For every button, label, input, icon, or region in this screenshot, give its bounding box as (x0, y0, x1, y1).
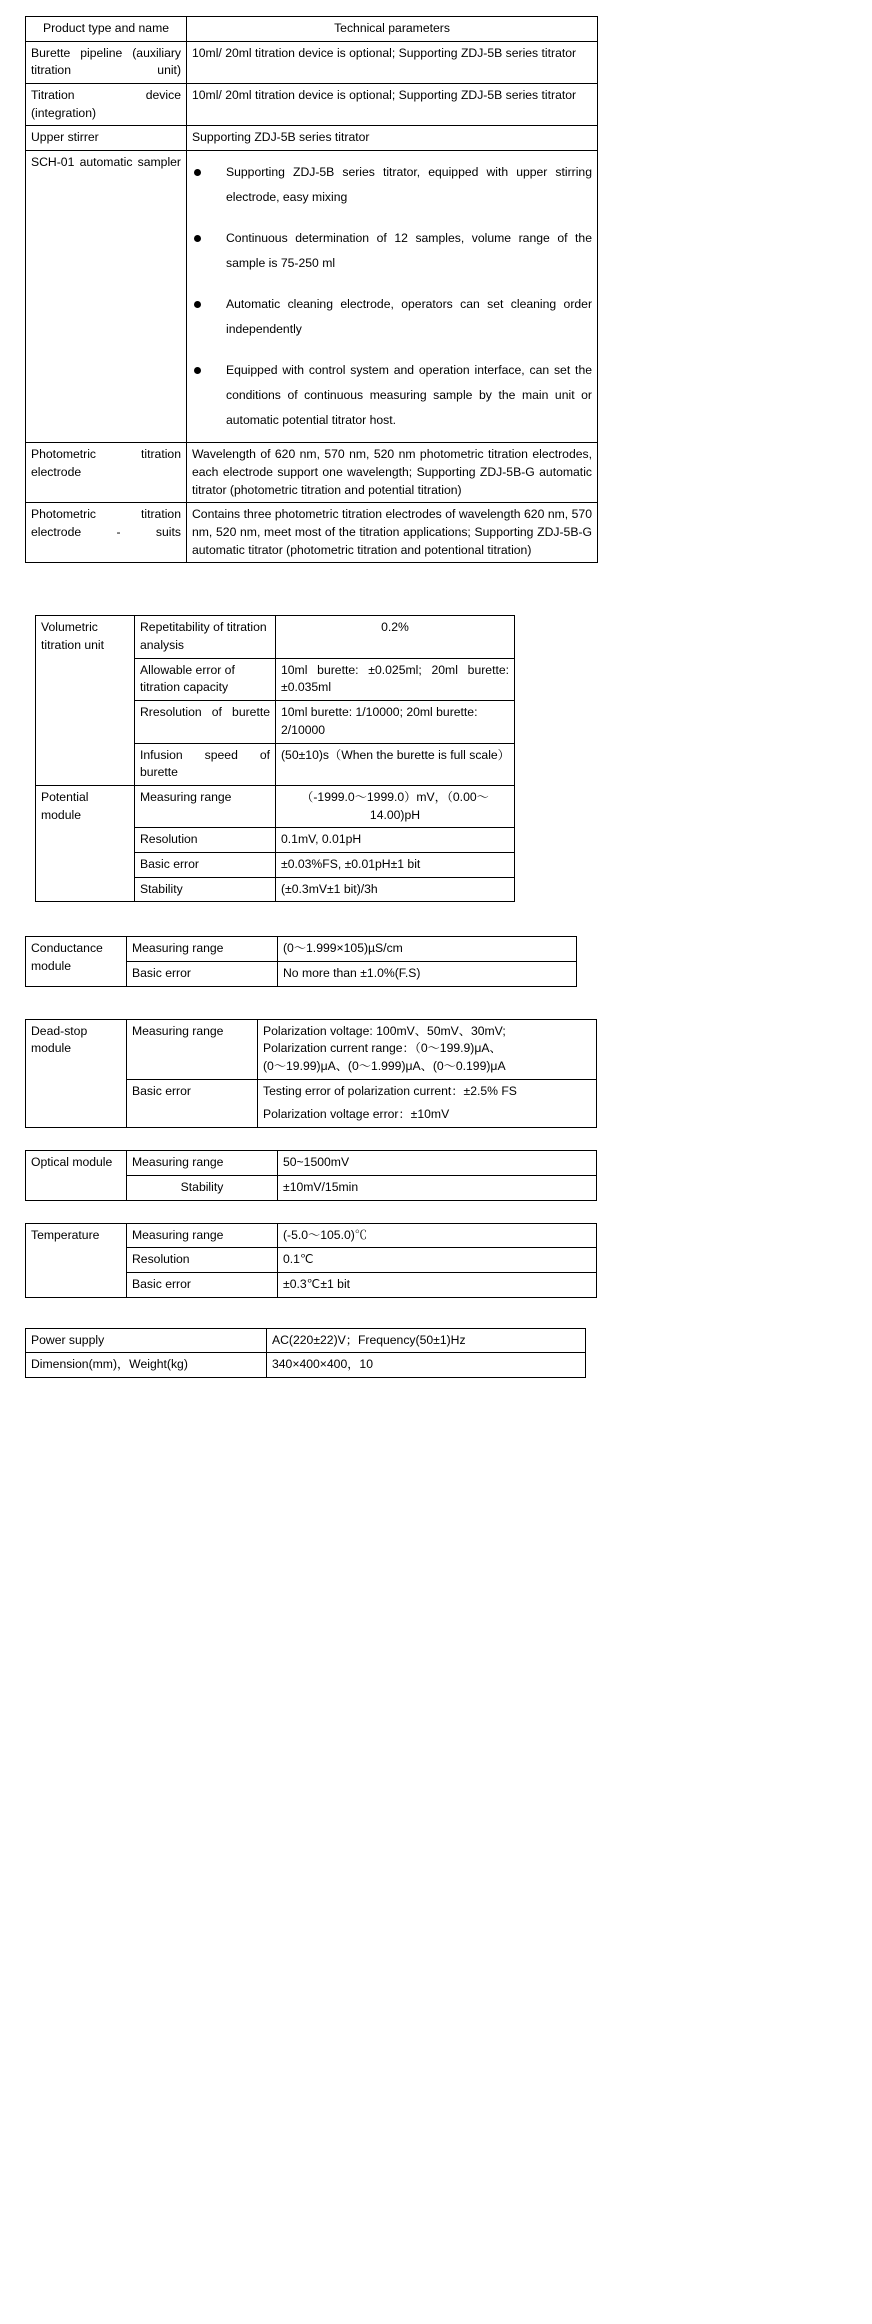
param-resolution-burette: Rresolution of burette (135, 701, 276, 743)
value-temperature-measuring-range: (-5.0～105.0)℃ (278, 1223, 597, 1248)
list-item: Equipped with control system and operation interface, can set the conditions of continuous measuring sample by the main unit or automatic potential titrator host. (192, 358, 592, 433)
param-power-supply: Power supply (26, 1328, 267, 1353)
table-row (26, 126, 598, 151)
value-line: Polarization current range：（0～199.9)μA、 (263, 1041, 502, 1056)
table-spacer (0, 1298, 872, 1328)
group-label-optical-module: Optical module (26, 1151, 127, 1200)
param-temperature-resolution: Resolution (127, 1248, 278, 1273)
value-conductance-measuring-range: (0～1.999×105)µS/cm (278, 937, 577, 962)
temperature-module-table (25, 1223, 597, 1298)
value-potential-measuring-range: （-1999.0～1999.0）mV，（0.00～14.00)pH (276, 785, 515, 827)
table-row (26, 1223, 597, 1248)
group-label-potential-module: Potential module (36, 785, 135, 901)
product-value-photometric-electrode-suits: Contains three photometric titration electrodes of wavelength 620 nm, 570 nm, 520 nm, meet most of the titration applications; Supporting ZDJ-5B-G automatic titrator (photometric titration and potentional titration) (187, 503, 598, 563)
param-repetitability: Repetitability of titration analysis (135, 616, 276, 658)
value-line: Polarization voltage error：±10mV (263, 1107, 450, 1122)
product-name-titration-device: Titration device (integration) (26, 84, 187, 126)
group-label-conductance-module: Conductance module (26, 937, 127, 986)
value-optical-stability: ±10mV/15min (278, 1175, 597, 1200)
value-potential-stability: (±0.3mV±1 bit)/3h (276, 877, 515, 902)
table-row (26, 1019, 597, 1079)
table-spacer (0, 987, 872, 1019)
deadstop-module-table (25, 1019, 597, 1128)
column-header-product-name: Product type and name (26, 17, 187, 42)
list-item: Automatic cleaning electrode, operators can set cleaning order independently (192, 292, 592, 342)
product-name-photometric-electrode-suits: Photometric titration electrode - suits (26, 503, 187, 563)
value-dimension-weight: 340×400×400，10 (267, 1353, 586, 1378)
sch01-feature-list (192, 160, 592, 433)
table-row (26, 937, 577, 962)
value-optical-measuring-range: 50~1500mV (278, 1151, 597, 1176)
table-spacer (0, 1128, 872, 1150)
product-value-titration-device: 10ml/ 20ml titration device is optional; Supporting ZDJ-5B series titrator (187, 84, 598, 126)
param-optical-measuring-range: Measuring range (127, 1151, 278, 1176)
value-potential-basic-error: ±0.03%FS, ±0.01pH±1 bit (276, 852, 515, 877)
value-allowable-error: 10ml burette: ±0.025ml; 20ml burette: ±0.035ml (276, 658, 515, 700)
param-dimension-weight: Dimension(mm)，Weight(kg) (26, 1353, 267, 1378)
list-item: Continuous determination of 12 samples, volume range of the sample is 75-250 ml (192, 226, 592, 276)
table-header-row (26, 17, 598, 42)
list-item: Supporting ZDJ-5B series titrator, equipped with upper stirring electrode, easy mixing (192, 160, 592, 210)
table-spacer (0, 563, 872, 615)
value-repetitability: 0.2% (276, 616, 515, 658)
product-name-photometric-electrode: Photometric titration electrode (26, 443, 187, 503)
product-value-burette-pipeline: 10ml/ 20ml titration device is optional; Supporting ZDJ-5B series titrator (187, 41, 598, 83)
param-infusion-speed: Infusion speed of burette (135, 743, 276, 785)
product-name-sch01-sampler: SCH-01 automatic sampler (26, 151, 187, 443)
param-conductance-basic-error: Basic error (127, 962, 278, 987)
table-spacer (0, 1201, 872, 1223)
value-deadstop-measuring-range (258, 1019, 597, 1079)
value-temperature-basic-error: ±0.3℃±1 bit (278, 1272, 597, 1297)
table-row (36, 616, 515, 658)
group-label-temperature-module: Temperature (26, 1223, 127, 1297)
param-deadstop-basic-error: Basic error (127, 1079, 258, 1127)
table-row (26, 503, 598, 563)
value-line: Testing error of polarization current：±2.5% FS (263, 1083, 517, 1098)
value-conductance-basic-error: No more than ±1.0%(F.S) (278, 962, 577, 987)
table-row (26, 1151, 597, 1176)
table-row (26, 1353, 586, 1378)
param-temperature-measuring-range: Measuring range (127, 1223, 278, 1248)
product-name-burette-pipeline: Burette pipeline (auxiliary titration unit) (26, 41, 187, 83)
table-row (26, 151, 598, 443)
product-value-upper-stirrer: Supporting ZDJ-5B series titrator (187, 126, 598, 151)
table-row (26, 443, 598, 503)
param-conductance-measuring-range: Measuring range (127, 937, 278, 962)
table-row (26, 84, 598, 126)
optical-module-table (25, 1150, 597, 1200)
product-specification-table (25, 16, 598, 563)
value-infusion-speed: (50±10)s（When the burette is full scale） (276, 743, 515, 785)
param-optical-stability: Stability (127, 1175, 278, 1200)
param-temperature-basic-error: Basic error (127, 1272, 278, 1297)
table-row (26, 41, 598, 83)
value-power-supply: AC(220±22)V；Frequency(50±1)Hz (267, 1328, 586, 1353)
table-row (36, 785, 515, 827)
param-allowable-error: Allowable error of titration capacity (135, 658, 276, 700)
value-deadstop-basic-error (258, 1079, 597, 1127)
value-line: Polarization voltage: 100mV、50mV、30mV; (263, 1023, 506, 1038)
group-label-deadstop-module: Dead-stop module (26, 1019, 127, 1127)
volumetric-potential-table (35, 615, 515, 902)
value-temperature-resolution: 0.1℃ (278, 1248, 597, 1273)
product-value-sch01-sampler (187, 151, 598, 443)
value-resolution-burette: 10ml burette: 1/10000; 20ml burette: 2/10000 (276, 701, 515, 743)
product-name-upper-stirrer: Upper stirrer (26, 126, 187, 151)
param-potential-resolution: Resolution (135, 828, 276, 853)
column-header-technical-parameters: Technical parameters (187, 17, 598, 42)
product-value-photometric-electrode: Wavelength of 620 nm, 570 nm, 520 nm photometric titration electrodes, each electrode support one wavelength; Supporting ZDJ-5B-G automatic titrator (photometric titration and potential titration) (187, 443, 598, 503)
param-potential-basic-error: Basic error (135, 852, 276, 877)
param-potential-stability: Stability (135, 877, 276, 902)
value-potential-resolution: 0.1mV, 0.01pH (276, 828, 515, 853)
param-potential-measuring-range: Measuring range (135, 785, 276, 827)
table-row (26, 1328, 586, 1353)
group-label-volumetric-unit: Volumetric titration unit (36, 616, 135, 786)
param-deadstop-measuring-range: Measuring range (127, 1019, 258, 1079)
table-spacer (0, 902, 872, 936)
conductance-module-table (25, 936, 577, 986)
value-line: (0～19.99)μA、(0～1.999)μA、(0～0.199)μA (263, 1059, 506, 1074)
power-dimension-table (25, 1328, 586, 1378)
